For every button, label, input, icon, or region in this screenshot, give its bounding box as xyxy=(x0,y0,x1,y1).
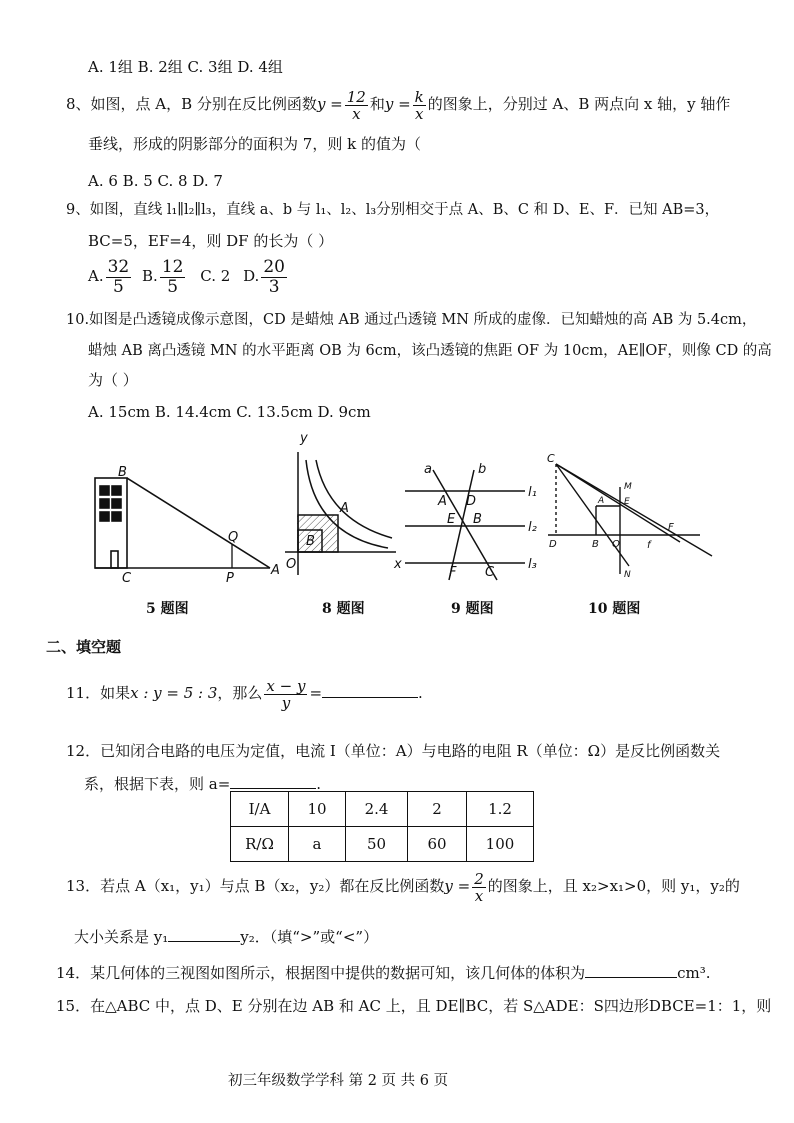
q9-opt-d-num: 20 xyxy=(263,256,285,277)
fig8-label-a: A xyxy=(340,501,349,516)
q13-frac-den: x xyxy=(474,886,484,905)
q10-line2: 蜡烛 AB 离凸透镜 MN 的水平距离 OB 为 6cm，该凸透镜的焦距 OF 为 10cm，AE∥OF，则像 CD 的高 xyxy=(88,343,772,359)
fig8-label-b: B xyxy=(306,534,315,549)
q12-line2-prefix: 系，根据下表，则 a= xyxy=(84,775,231,793)
fig5-window xyxy=(100,486,109,495)
q8-suffix: 的图象上，分别过 A、B 两点向 x 轴，y 轴作 xyxy=(427,95,731,113)
q8-frac2-den: x xyxy=(414,104,424,123)
q9-opt-b-num: 12 xyxy=(161,256,184,277)
fig10-caption: 10 题图 xyxy=(588,601,641,617)
q13-frac xyxy=(472,871,486,904)
table-cell: 2 xyxy=(408,792,467,827)
q9-opt-b-den: 5 xyxy=(167,276,179,297)
q8-prefix: 8、如图，点 A，B 分别在反比例函数 xyxy=(66,95,317,113)
fig10-label-o: O xyxy=(612,539,620,550)
figure-9 xyxy=(405,462,537,580)
q8-frac1-num: 12 xyxy=(346,87,366,106)
fig9-label-a: A xyxy=(438,494,447,509)
fig5-window xyxy=(100,512,109,521)
fig9-caption: 9 题图 xyxy=(451,601,494,617)
fig9-label-d: D xyxy=(466,494,477,509)
q8-y2: y = xyxy=(384,95,411,113)
fig10-label-d: D xyxy=(549,539,557,550)
table-cell: a xyxy=(289,827,346,862)
section-2-title: 二、填空题 xyxy=(46,638,122,656)
q10-line1: 10.如图是凸透镜成像示意图，CD 是蜡烛 AB 通过凸透镜 MN 所成的虚像．已知蜡烛的高 AB 为 5.4cm， xyxy=(66,312,757,328)
q11-line xyxy=(66,673,423,713)
table-cell: 10 xyxy=(289,792,346,827)
fig5-label-a: A xyxy=(271,563,280,578)
fig9-label-f: F xyxy=(449,565,457,580)
fig10-label-f: F xyxy=(668,522,674,533)
q13-line2 xyxy=(74,925,378,947)
q8-frac1-den: x xyxy=(352,104,361,123)
q9-opt-a-label: A. xyxy=(88,267,104,285)
q13-yeq: y = xyxy=(444,877,471,895)
q9-opt-c: C. 2 xyxy=(200,267,231,285)
q8-options: A. 6 B. 5 C. 8 D. 7 xyxy=(88,172,223,190)
q11-frac-den: y xyxy=(281,693,291,712)
resistance-table xyxy=(230,791,534,862)
fig5-label-b: B xyxy=(118,465,127,480)
fig8-caption: 8 题图 xyxy=(322,601,365,617)
table-row xyxy=(231,792,534,827)
q11-frac-num: x − y xyxy=(266,676,306,695)
fig8-label-y: y xyxy=(300,431,308,446)
q13-suffix: 的图象上，且 x₂>x₁>0，则 y₁，y₂的 xyxy=(487,877,740,895)
q9-opt-d-label: D. xyxy=(243,267,260,285)
q11-prefix: 11．如果 xyxy=(66,684,131,702)
q9-opt-d-den: 3 xyxy=(268,276,280,297)
q13-prefix: 13．若点 A（x₁，y₁）与点 B（x₂，y₂）都在反比例函数 xyxy=(66,877,445,895)
fig10-label-a: A xyxy=(598,496,605,506)
table-cell: 1.2 xyxy=(467,792,534,827)
fig9-label-b: B xyxy=(473,512,482,527)
q13-frac-num: 2 xyxy=(474,869,484,888)
q11-frac xyxy=(264,678,307,711)
fig9-label-l3: l₃ xyxy=(528,557,537,572)
page-footer: 初三年级数学学科 第 2 页 共 6 页 xyxy=(228,1073,449,1089)
table-row xyxy=(231,827,534,862)
q10-options: A. 15cm B. 14.4cm C. 13.5cm D. 9cm xyxy=(88,403,371,421)
fig10-label-e: E xyxy=(624,497,630,507)
fig5-caption: 5 题图 xyxy=(146,601,189,617)
q8-frac2-num: k xyxy=(414,87,424,106)
q9-opt-b-label: B. xyxy=(142,267,158,285)
fig5-label-p: P xyxy=(226,571,234,586)
table-cell: 2.4 xyxy=(346,792,408,827)
q12-answer-blank[interactable] xyxy=(230,772,316,789)
q8-y1: y = xyxy=(316,95,343,113)
q7-options: A. 1组 B. 2组 C. 3组 D. 4组 xyxy=(88,58,283,76)
figure-8 xyxy=(285,431,402,575)
q14-line xyxy=(56,961,711,983)
q13-line2-suffix: y₂．（填“>”或“<”） xyxy=(240,928,379,946)
q11-answer-blank[interactable] xyxy=(322,681,418,698)
figure-5 xyxy=(95,465,280,586)
q9-line1: 9、如图，直线 l₁∥l₂∥l₃，直线 a、b 与 l₁、l₂、l₃分别相交于点 A、B、C 和 D、E、F．已知 AB=3， xyxy=(66,202,720,218)
q12-line2-end: . xyxy=(316,775,322,793)
fig5-label-c: C xyxy=(122,571,132,586)
fig10-ray2 xyxy=(556,464,680,542)
figure-10 xyxy=(547,452,712,580)
q11-end: . xyxy=(418,684,423,702)
q14-unit: cm³. xyxy=(677,964,711,982)
fig10-ray1 xyxy=(556,464,712,556)
fig9-label-a-line: a xyxy=(424,462,432,477)
q12-line1: 12．已知闭合电路的电压为定值，电流 I（单位：A）与电路的电阻 R（单位：Ω）是反比例函数关 xyxy=(66,742,721,760)
fig8-label-x: x xyxy=(394,557,402,572)
fig10-label-f-focal: f xyxy=(647,540,651,551)
fig5-window xyxy=(100,499,109,508)
fig9-label-e: E xyxy=(447,512,456,527)
table-cell: R/Ω xyxy=(231,827,289,862)
fig10-label-c: C xyxy=(547,452,555,465)
fig5-door xyxy=(111,551,118,568)
q8-line2: 垂线，形成的阴影部分的面积为 7，则 k 的值为（ xyxy=(88,135,421,153)
q9-opt-a-num: 32 xyxy=(107,256,130,277)
table-cell: 100 xyxy=(467,827,534,862)
fig9-label-c: C xyxy=(485,565,495,580)
q13-answer-blank[interactable] xyxy=(168,925,240,942)
q13-line2-prefix: 大小关系是 y₁ xyxy=(74,928,169,946)
q15-line: 15．在△ABC 中，点 D、E 分别在边 AB 和 AC 上，且 DE∥BC，若 S△ADE：S四边形DBCE=1：1，则 xyxy=(56,997,772,1015)
table-cell: I/A xyxy=(231,792,289,827)
fig5-window xyxy=(112,499,121,508)
fig5-slope xyxy=(127,478,270,568)
q9-line2: BC=5，EF=4，则 DF 的长为（ ） xyxy=(88,232,334,250)
fig10-label-m: M xyxy=(624,482,632,492)
q11-ratio: x : y = 5 : 3 xyxy=(130,684,218,702)
table-cell: 50 xyxy=(346,827,408,862)
q14-text: 14．某几何体的三视图如图所示，根据图中提供的数据可知，该几何体的体积为 xyxy=(56,964,586,982)
fig5-window xyxy=(112,486,121,495)
q9-opt-a-den: 5 xyxy=(113,276,124,297)
fig5-window xyxy=(112,512,121,521)
q11-eq: = xyxy=(309,684,323,702)
q10-line3: 为（ ） xyxy=(88,371,138,389)
fig5-label-q: Q xyxy=(228,530,239,545)
fig10-label-b: B xyxy=(592,539,599,550)
fig10-label-n: N xyxy=(624,570,631,580)
q8-and: 和 xyxy=(369,95,385,113)
fig10-ray3 xyxy=(556,464,629,566)
table-cell: 60 xyxy=(408,827,467,862)
fig8-label-o: O xyxy=(286,557,297,572)
q13-line1 xyxy=(66,866,740,906)
q14-answer-blank[interactable] xyxy=(585,961,677,978)
q11-mid: ，那么 xyxy=(217,684,263,702)
fig9-label-b-line: b xyxy=(478,462,487,477)
fig9-label-l2: l₂ xyxy=(528,520,537,535)
fig9-label-l1: l₁ xyxy=(528,485,537,500)
